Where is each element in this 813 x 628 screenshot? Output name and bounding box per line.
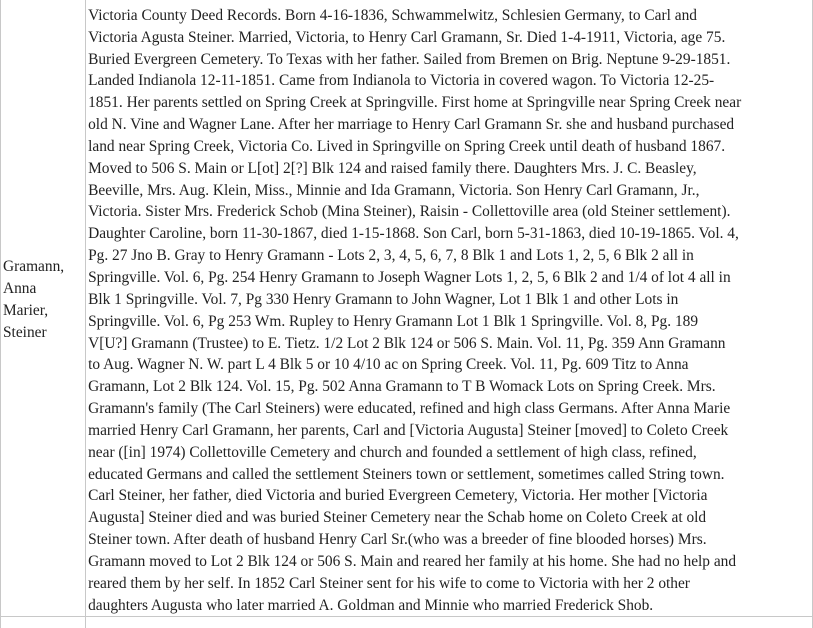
record-text-line: reared them by her self. In 1852 Carl Steiner sent for his wife to come to Victoria with her 2 other xyxy=(88,574,690,592)
record-text-line: Daughter Caroline, born 11-30-1867, died 1-15-1868. Son Carl, born 5-31-1863, died 10-19-1865. Vol. 4, xyxy=(88,225,739,243)
name-cell xyxy=(1,617,86,628)
record-text-line: Beeville, Mrs. Aug. Klein, Miss., Minnie and Ida Gramann, Victoria. Son Henry Carl Gramann, Jr., xyxy=(88,181,700,199)
table-row xyxy=(1,617,813,628)
name-line: Gramann, xyxy=(3,258,65,276)
record-text-line: Augusta] Steiner died and was buried Steiner Cemetery near the Schab home on Coleto Creek at old xyxy=(88,509,707,527)
record-text-line: Steiner town. After death of husband Henry Carl Sr.(who was a breeder of fine blooded horses) Mrs. xyxy=(88,531,707,549)
record-text-line: near ([in] 1974) Collettoville Cemetery and church and founded a settlement of high class, refined, xyxy=(88,443,697,461)
record-text-line: Springville. Vol. 6, Pg 253 Wm. Rupley to Henry Gramann Lot 1 Blk 1 Springville. Vol. 8, Pg. 189 xyxy=(88,312,699,330)
record-text-line: Blk 1 Springville. Vol. 7, Pg 330 Henry Gramann to John Wagner, Lot 1 Blk 1 and other Lots in xyxy=(88,290,679,308)
name-line: Anna xyxy=(3,279,37,297)
record-text-line: old N. Vine and Wagner Lane. After her marriage to Henry Carl Gramann Sr. she and husband purchased xyxy=(88,116,735,134)
record-text-line: 1851. Her parents settled on Spring Creek at Springville. First home at Springville near Spring Creek near xyxy=(88,94,742,112)
record-text-line: married Henry Carl Gramann, her parents, Carl and [Victoria Augusta] Steiner [moved] to Coleto Creek xyxy=(88,421,729,439)
record-text-line: daughters Augusta who later married A. Goldman and Minnie who married Frederick Shob. xyxy=(88,596,654,614)
record-text-line: educated Germans and called the settlement Steiners town or settlement, sometimes called String town. xyxy=(88,465,725,483)
record-text-line: Gramann, Lot 2 Blk 124. Vol. 15, Pg. 502 Anna Gramann to T B Womack Lots on Spring Creek. Mrs. xyxy=(88,378,716,396)
table-row xyxy=(1,0,813,617)
name-line: Marier, xyxy=(3,301,49,319)
record-text-line: Springville. Vol. 6, Pg. 254 Henry Gramann to Joseph Wagner Lots 1, 2, 5, 6 Blk 2 and 1/4 of lot 4 all in xyxy=(88,268,731,286)
record-text-cell xyxy=(86,0,813,617)
record-text-line: V[U?] Gramann (Trustee) to E. Tietz. 1/2 Lot 2 Blk 124 or 506 S. Main. Vol. 11, Pg. 359 Ann Gramann xyxy=(88,334,726,352)
record-text-line: Victoria Agusta Steiner. Married, Victoria, to Henry Carl Gramann, Sr. Died 1-4-1911, Victoria, age 75. xyxy=(88,28,726,46)
name-line: Steiner xyxy=(3,323,47,341)
record-text-line: Carl Steiner, her father, died Victoria and buried Evergreen Cemetery, Victoria. Her mother [Victoria xyxy=(88,487,708,505)
record-text-line: Pg. 27 Jno B. Gray to Henry Gramann - Lots 2, 3, 4, 5, 6, 7, 8 Blk 1 and Lots 1, 2, 5, 6 Blk 2 all in xyxy=(88,247,694,265)
record-text-cell xyxy=(86,617,813,628)
record-text-line: Buried Evergreen Cemetery. To Texas with her father. Sailed from Bremen on Brig. Neptune 9-29-1851. xyxy=(88,50,731,68)
record-text-line: Moved to 506 S. Main or L[ot] 2[?] Blk 124 and raised family there. Daughters Mrs. J. C. Beasley, xyxy=(88,159,697,177)
record-text-line: Landed Indianola 12-11-1851. Came from Indianola to Victoria in covered wagon. To Victoria 12-25- xyxy=(88,72,715,90)
record-text-line: to Aug. Wagner N. W. part L 4 Blk 5 or 10 4/10 ac on Spring Creek. Vol. 11, Pg. 609 Titz to Anna xyxy=(88,356,689,374)
name-cell xyxy=(1,0,86,617)
record-text-line: Victoria County Deed Records. Born 4-16-1836, Schwammelwitz, Schlesien Germany, to Carl and xyxy=(88,6,697,24)
record-text-line: Victoria. Sister Mrs. Frederick Schob (Mina Steiner), Raisin - Collettoville area (old Steiner settlement). xyxy=(88,203,731,221)
record-text-line: land near Spring Creek, Victoria Co. Lived in Springville on Spring Creek until death of husband 1867. xyxy=(88,137,726,155)
record-text-line: Gramann moved to Lot 2 Blk 124 or 506 S. Main and reared her family at his home. She had no help and xyxy=(88,552,737,570)
record-text-line: Gramann's family (The Carl Steiners) were educated, refined and high class Germans. After Anna Marie xyxy=(88,400,731,418)
